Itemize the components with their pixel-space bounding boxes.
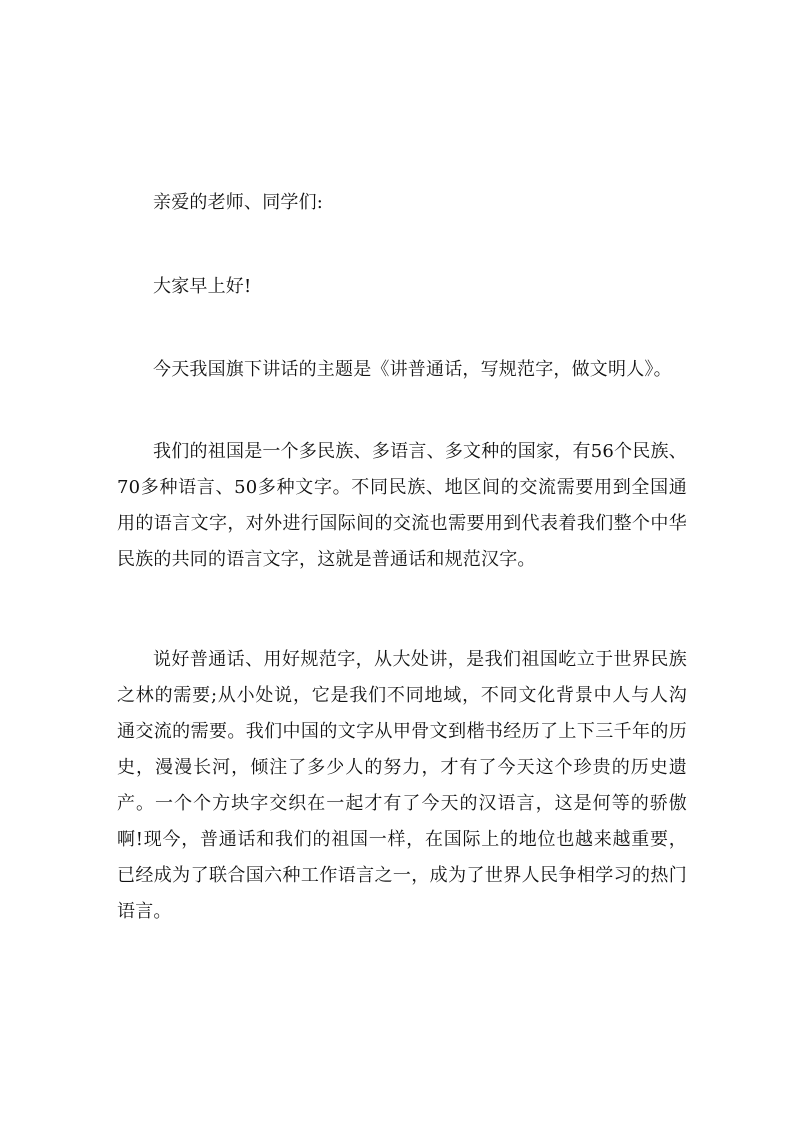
greeting-paragraph: 亲爱的老师、同学们: (153, 192, 324, 213)
speech-theme-paragraph: 今天我国旗下讲话的主题是《讲普通话，写规范字，做文明人》。 (153, 359, 672, 380)
country-languages-paragraph: 我们的祖国是一个多民族、多语言、多文种的国家，有56个民族、70多种语言、50多种文字。不同民族、地区间的交流需要用到全国通用的语言文字，对外进行国际间的交流也需要用到代表着我们整个中华民族的共同的语言文字，这就是普通话和规范汉字。 (117, 441, 687, 570)
good-morning-paragraph: 大家早上好! (153, 276, 252, 297)
mandarin-importance-paragraph: 说好普通话、用好规范字，从大处讲，是我们祖国屹立于世界民族之林的需要;从小处说，它是我们不同地域，不同文化背景中人与人沟通交流的需要。我们中国的文字从甲骨文到楷书经历了上下三千年的历史，漫漫长河，倾注了多少人的努力，才有了今天这个珍贵的历史遗产。一个个方块字交织在一起才有了今天的汉语言，这是何等的骄傲啊!现今，普通话和我们的祖国一样，在国际上的地位也越来越重要，已经成为了联合国六种工作语言之一，成为了世界人民争相学习的热门语言。 (117, 649, 687, 922)
